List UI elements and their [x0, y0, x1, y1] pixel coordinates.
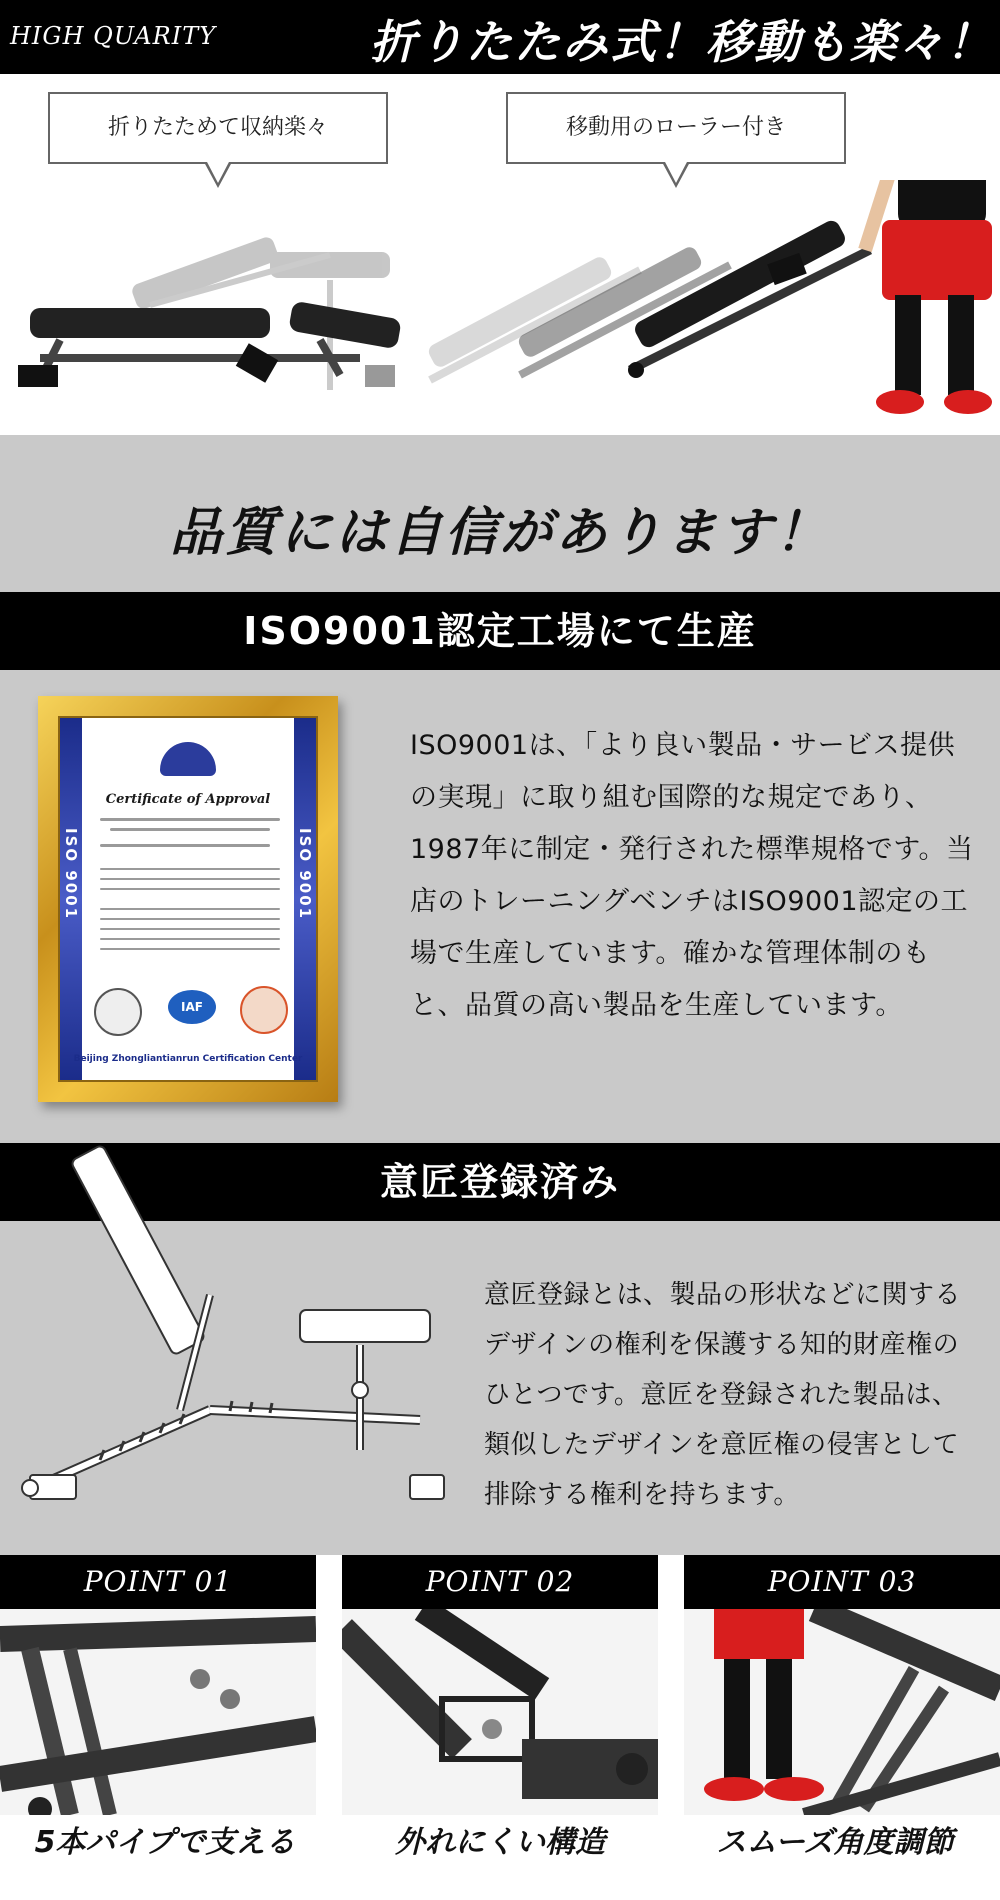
point-photo-angle — [684, 1609, 1000, 1815]
bench-line-drawing — [0, 1120, 460, 1520]
certificate-blurred-line — [100, 888, 280, 890]
certificate-blurred-line — [100, 818, 280, 821]
point-photo-pipes — [0, 1609, 316, 1815]
quality-title: 品質には自信があります！ — [169, 503, 830, 563]
iso-description: ISO9001は、「より良い製品・サービス提供の実現」に取り組む国際的な規定であり、1987年に制定・発行された標準規格です。当店のトレーニングベンチはISO9001認定の工場で生産しています。確かな管理体制のもと、品質の高い製品を生産しています。 — [410, 730, 974, 1021]
certificate-side-right — [294, 718, 316, 1080]
certificate-stamp-icon — [240, 986, 288, 1034]
callout-roller-text: 移動用のローラー付き — [565, 115, 786, 140]
point-label: POINT 01 — [0, 1555, 316, 1609]
design-description: 意匠登録とは、製品の形状などに関するデザインの権利を保護する知的財産権のひとつです。意匠を登録された製品は、類似したデザインを意匠権の侵害として排除する権利を持ちます。 — [484, 1280, 962, 1510]
certificate-issuer: Beijing Zhongliantianrun Certification Center — [73, 1054, 303, 1064]
certificate-blurred-line — [100, 918, 280, 920]
certificate-blurred-line — [100, 844, 270, 847]
point-caption-01: 5本パイプで支える — [34, 1825, 296, 1860]
design-band: 意匠登録済み — [0, 1143, 1000, 1221]
bench-rolling-ghost — [426, 254, 640, 380]
point-card-01 — [0, 1555, 316, 1815]
point-card-02 — [342, 1555, 658, 1815]
certificate-side-label: ISO 9001 — [62, 828, 80, 921]
certificate-seal-icon — [94, 988, 142, 1036]
certificate-blurred-line — [100, 868, 280, 870]
point-photo-joint — [342, 1609, 658, 1815]
certificate-emblem — [160, 742, 216, 776]
certificate-blurred-line — [110, 828, 270, 831]
certificate-blurred-line — [100, 948, 280, 950]
certificate-paper — [58, 716, 318, 1082]
point-card-03 — [684, 1555, 1000, 1815]
certificate-frame — [38, 696, 338, 1102]
point-label: POINT 03 — [684, 1555, 1000, 1609]
certificate-blurred-line — [100, 938, 280, 940]
point-label: POINT 02 — [342, 1555, 658, 1609]
man-figure — [865, 180, 992, 414]
iaf-logo: IAF — [168, 990, 216, 1024]
tag-label: HIGH QUARITY — [10, 22, 217, 50]
callout-fold — [48, 92, 388, 164]
certificate-title: Certificate of Approval — [105, 792, 271, 807]
header-headline: 折りたたみ式！移動も楽々！ — [370, 15, 994, 69]
callout-roller — [506, 92, 846, 164]
callout-fold-text: 折りたためて収納楽々 — [107, 115, 328, 140]
certificate-blurred-line — [100, 908, 280, 910]
point-caption-02: 外れにくい構造 — [395, 1825, 605, 1860]
iso-band: ISO9001認定工場にて生産 — [0, 592, 1000, 670]
folding-bench-photo — [0, 180, 1000, 435]
certificate-blurred-line — [100, 878, 280, 880]
certificate-blurred-line — [100, 928, 280, 930]
certificate-side-label: ISO 9001 — [296, 828, 314, 921]
bench-folded — [18, 301, 402, 387]
certificate-side-left — [60, 718, 82, 1080]
point-caption-03: スムーズ角度調節 — [716, 1825, 954, 1860]
